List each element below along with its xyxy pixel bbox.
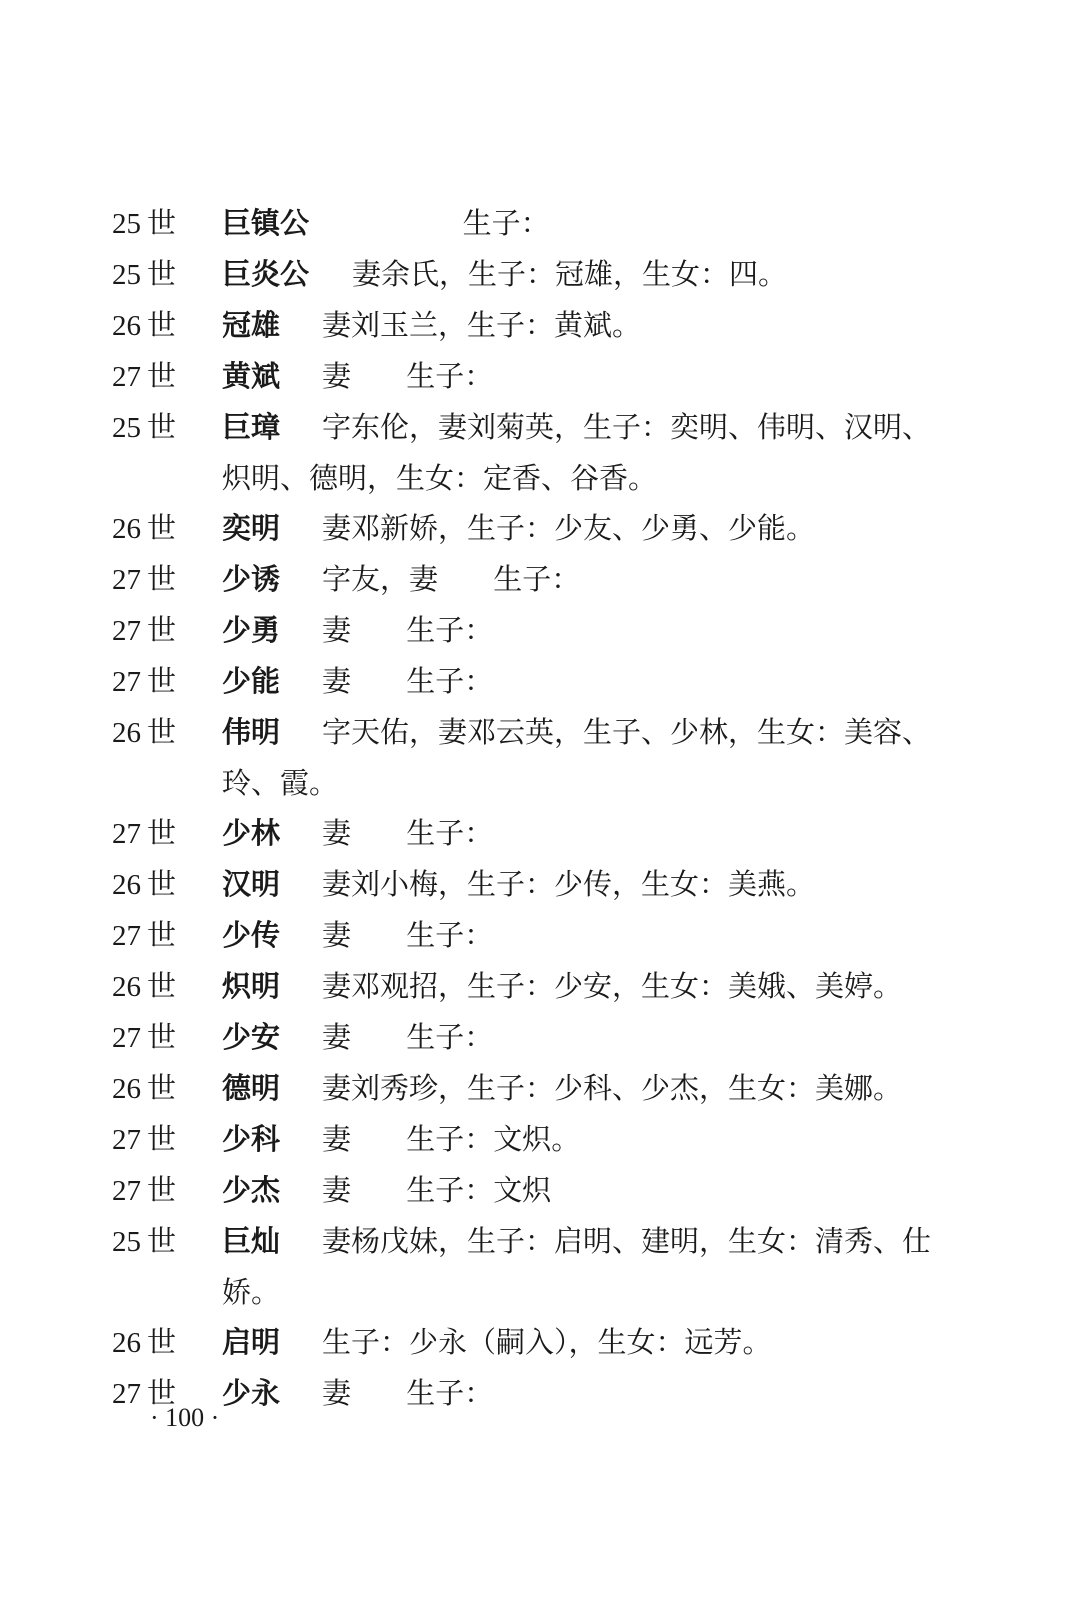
entry-line (112, 554, 972, 605)
genealogy-entry (112, 808, 972, 859)
generation-suffix: 世 (147, 1325, 177, 1359)
generation-number: 27 (112, 615, 141, 647)
entry-details: 妻邓新娇，生子：少友、少勇、少能。 (322, 511, 816, 545)
generation-number: 26 (112, 1073, 141, 1105)
entry-line (112, 910, 972, 961)
generation-suffix: 世 (147, 1376, 177, 1410)
genealogy-entry (112, 1165, 972, 1216)
entry-details: 妻杨戊妹，生子：启明、建明，生女：清秀、仕 (322, 1224, 932, 1258)
entry-details: 妻 生子： (322, 664, 494, 698)
genealogy-entry (112, 961, 972, 1012)
entry-line (112, 300, 972, 351)
genealogy-entry (112, 1012, 972, 1063)
person-name: 伟明 (222, 715, 281, 749)
entry-line (112, 351, 972, 402)
generation-number: 26 (112, 513, 141, 545)
entry-details: 妻 生子：文炽。 (322, 1122, 581, 1156)
entry-details: 生子： (352, 206, 550, 240)
person-name: 冠雄 (222, 308, 281, 342)
genealogy-entry (112, 554, 972, 605)
entry-line (112, 961, 972, 1012)
genealogy-entry (112, 707, 972, 808)
generation-label (112, 1012, 222, 1063)
generation-number: 27 (112, 1124, 141, 1156)
entry-line (112, 1216, 972, 1267)
generation-label (112, 605, 222, 656)
entry-line (112, 1012, 972, 1063)
generation-suffix: 世 (147, 1020, 177, 1054)
generation-suffix: 世 (147, 1173, 177, 1207)
generation-suffix: 世 (147, 1224, 177, 1258)
person-name: 少诱 (222, 562, 281, 596)
entry-details: 妻邓观招，生子：少安，生女：美娥、美婷。 (322, 969, 903, 1003)
generation-number: 27 (112, 1022, 141, 1054)
genealogy-entry (112, 1216, 972, 1317)
person-name: 少安 (222, 1020, 281, 1054)
generation-suffix: 世 (147, 969, 177, 1003)
entry-details-continued: 娇。 (222, 1275, 281, 1309)
entry-details: 字天佑，妻邓云英，生子、少林，生女：美容、 (322, 715, 932, 749)
generation-label (112, 656, 222, 707)
generation-label (112, 351, 222, 402)
entry-line (112, 503, 972, 554)
entry-details: 妻 生子： (322, 816, 494, 850)
generation-label (112, 503, 222, 554)
entry-line (112, 1114, 972, 1165)
generation-suffix: 世 (147, 359, 177, 393)
generation-suffix: 世 (147, 1122, 177, 1156)
person-name: 奕明 (222, 511, 281, 545)
person-name: 少能 (222, 664, 281, 698)
generation-label (112, 249, 222, 300)
generation-number: 27 (112, 1175, 141, 1207)
generation-label (112, 300, 222, 351)
generation-suffix: 世 (147, 816, 177, 850)
generation-number: 27 (112, 564, 141, 596)
entry-details: 妻 生子： (322, 613, 494, 647)
person-name: 少林 (222, 816, 281, 850)
generation-number: 26 (112, 971, 141, 1003)
generation-suffix: 世 (147, 562, 177, 596)
generation-suffix: 世 (147, 613, 177, 647)
genealogy-entry (112, 198, 972, 249)
generation-label (112, 859, 222, 910)
generation-label (112, 910, 222, 961)
genealogy-entry (112, 1368, 972, 1419)
genealogy-entry (112, 859, 972, 910)
entry-line (112, 1063, 972, 1114)
generation-label (112, 402, 222, 453)
entry-details: 字东伦，妻刘菊英，生子：奕明、伟明、汉明、 (322, 410, 932, 444)
generation-number: 25 (112, 412, 141, 444)
generation-number: 26 (112, 717, 141, 749)
entry-line (112, 402, 972, 453)
generation-label (112, 1165, 222, 1216)
entry-details: 字友，妻 生子： (322, 562, 581, 596)
generation-number: 27 (112, 666, 141, 698)
generation-label (112, 554, 222, 605)
generation-label (112, 1216, 222, 1267)
generation-label (112, 961, 222, 1012)
genealogy-entry (112, 300, 972, 351)
generation-label (112, 707, 222, 758)
entry-details: 妻刘小梅，生子：少传，生女：美燕。 (322, 867, 816, 901)
genealogy-entry (112, 402, 972, 503)
entry-details: 妻刘玉兰，生子：黄斌。 (322, 308, 642, 342)
generation-suffix: 世 (147, 867, 177, 901)
genealogy-entry (112, 1114, 972, 1165)
generation-number: 27 (112, 1378, 141, 1410)
person-name: 德明 (222, 1071, 281, 1105)
entry-details: 妻 生子：文炽 (322, 1173, 552, 1207)
entry-details: 妻 生子： (322, 1020, 494, 1054)
generation-suffix: 世 (147, 308, 177, 342)
entry-details: 妻 生子： (322, 918, 494, 952)
genealogy-entry (112, 605, 972, 656)
person-name: 少科 (222, 1122, 281, 1156)
generation-suffix: 世 (147, 206, 177, 240)
entry-details-continued: 炽明、德明，生女：定香、谷香。 (222, 461, 658, 495)
generation-label (112, 198, 222, 249)
entry-line (112, 198, 972, 249)
genealogy-entry (112, 351, 972, 402)
person-name: 炽明 (222, 969, 281, 1003)
person-name: 巨灿 (222, 1224, 281, 1258)
generation-number: 25 (112, 208, 141, 240)
person-name: 启明 (222, 1325, 281, 1359)
generation-suffix: 世 (147, 1071, 177, 1105)
genealogy-entry (112, 1317, 972, 1368)
genealogy-entry (112, 910, 972, 961)
person-name: 少传 (222, 918, 281, 952)
person-name: 巨璋 (222, 410, 281, 444)
generation-number: 25 (112, 1226, 141, 1258)
genealogy-entry (112, 1063, 972, 1114)
entry-line (112, 1165, 972, 1216)
genealogy-entry (112, 503, 972, 554)
entry-line (112, 605, 972, 656)
generation-number: 26 (112, 310, 141, 342)
generation-number: 27 (112, 920, 141, 952)
entry-details: 妻 生子： (322, 1376, 494, 1410)
generation-number: 26 (112, 869, 141, 901)
generation-label (112, 1317, 222, 1368)
genealogy-entry (112, 249, 972, 300)
generation-suffix: 世 (147, 715, 177, 749)
generation-number: 27 (112, 361, 141, 393)
page-number: · 100 · (150, 1403, 220, 1432)
person-name: 少永 (222, 1376, 281, 1410)
entry-line (112, 859, 972, 910)
person-name: 巨炎公 (222, 257, 310, 291)
generation-number: 27 (112, 818, 141, 850)
generation-suffix: 世 (147, 410, 177, 444)
entry-line (112, 1317, 972, 1368)
entry-details: 妻余氏，生子：冠雄，生女：四。 (352, 257, 788, 291)
person-name: 汉明 (222, 867, 281, 901)
entry-line (112, 249, 972, 300)
entry-details-continued: 玲、霞。 (222, 766, 339, 800)
entry-line (112, 656, 972, 707)
entry-details: 生子：少永（嗣入），生女：远芳。 (322, 1325, 772, 1359)
generation-suffix: 世 (147, 257, 177, 291)
genealogy-entries (112, 198, 972, 1419)
entry-line (112, 707, 972, 758)
generation-suffix: 世 (147, 511, 177, 545)
person-name: 黄斌 (222, 359, 281, 393)
entry-line (112, 808, 972, 859)
genealogy-entry (112, 656, 972, 707)
generation-label (112, 1063, 222, 1114)
generation-suffix: 世 (147, 664, 177, 698)
generation-number: 25 (112, 259, 141, 291)
entry-details: 妻刘秀珍，生子：少科、少杰，生女：美娜。 (322, 1071, 903, 1105)
generation-label (112, 1114, 222, 1165)
entry-details: 妻 生子： (322, 359, 494, 393)
person-name: 巨镇公 (222, 206, 310, 240)
generation-label (112, 808, 222, 859)
person-name: 少勇 (222, 613, 281, 647)
person-name: 少杰 (222, 1173, 281, 1207)
generation-number: 26 (112, 1327, 141, 1359)
entry-line (112, 1368, 972, 1419)
generation-suffix: 世 (147, 918, 177, 952)
